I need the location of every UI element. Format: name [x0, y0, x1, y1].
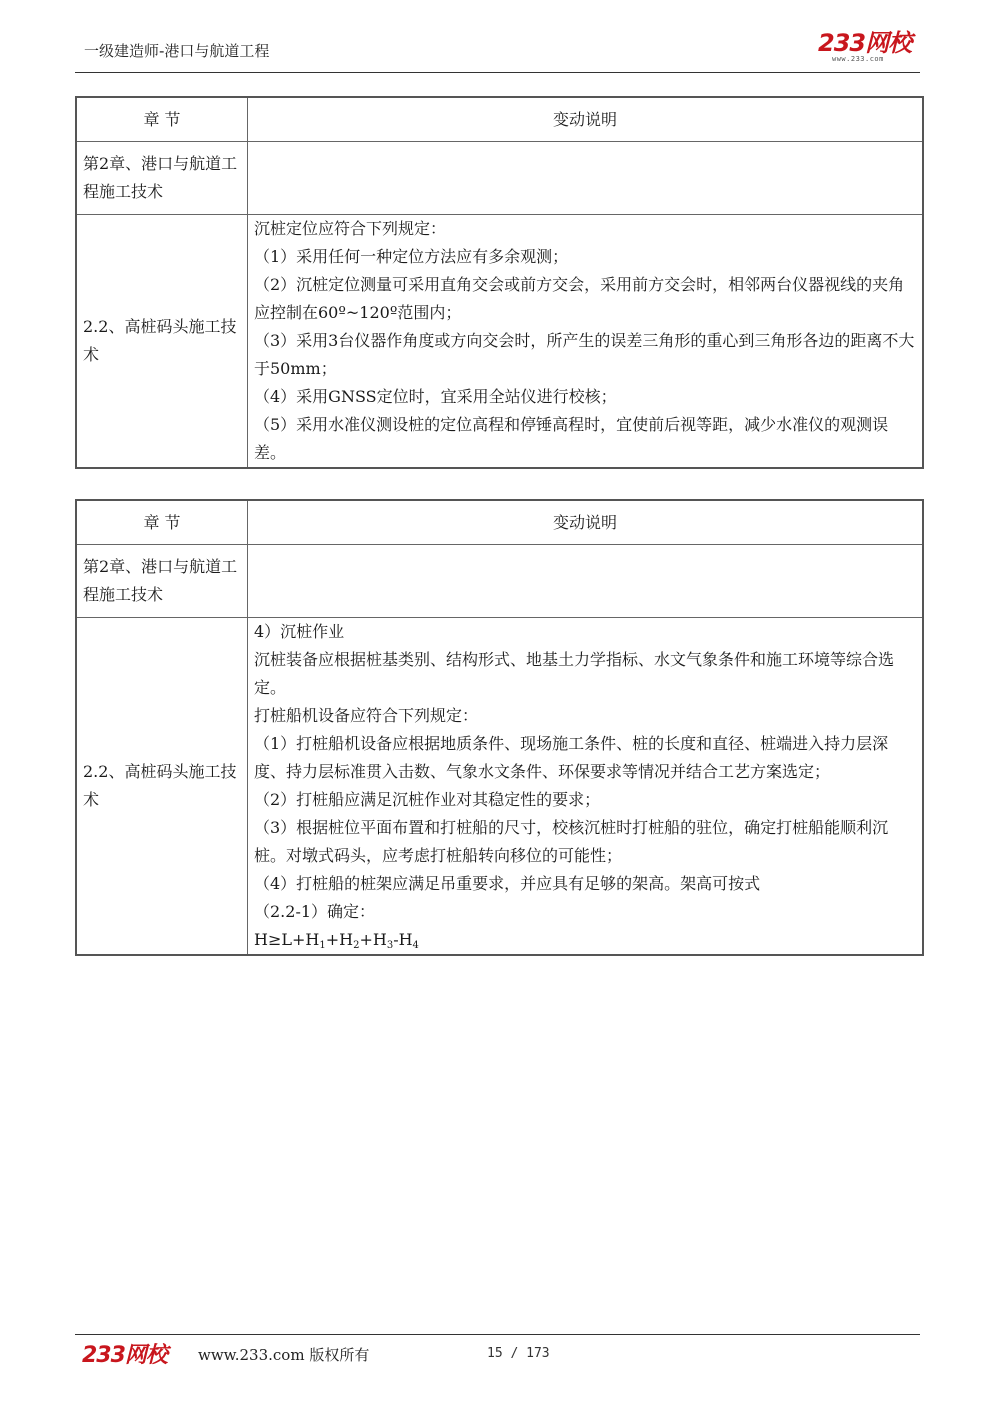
col-change-header: 变动说明 — [248, 97, 924, 142]
text-line: （2）沉桩定位测量可采用直角交会或前方交会，采用前方交会时，相邻两台仪器视线的夹角应控制在60º~120º范围内； — [254, 275, 905, 322]
text-line: （3）采用3台仪器作角度或方向交会时，所产生的误差三角形的重心到三角形各边的距离不大于50mm； — [254, 331, 915, 378]
logo-text: 233网校 — [818, 29, 912, 57]
change-table-1 — [75, 96, 924, 469]
formula-part: +H — [359, 930, 387, 949]
text-line: （2.2-1）确定： — [254, 902, 376, 921]
footer-copyright[interactable]: www.233.com 版权所有 — [198, 1346, 370, 1364]
formula-sub: 1 — [319, 940, 326, 951]
text-line: 打桩船机设备应符合下列规定： — [254, 706, 479, 725]
section-cell: 2.2、高桩码头施工技术 — [76, 618, 248, 956]
change-description — [248, 618, 924, 956]
formula-part: -H — [393, 930, 413, 949]
text-line: 沉桩定位应符合下列规定： — [254, 219, 447, 238]
text-line: 4）沉桩作业 — [254, 622, 345, 641]
text-line: （3）根据桩位平面布置和打桩船的尺寸，校核沉桩时打桩船的驻位，确定打桩船能顺利沉桩。对墩式码头，应考虑打桩船转向移位的可能性； — [254, 818, 889, 865]
col-chapter-header: 章 节 — [76, 500, 248, 545]
table-row — [76, 142, 923, 215]
chapter-cell: 第2章、港口与航道工程施工技术 — [76, 142, 248, 215]
table-row — [76, 545, 923, 618]
text-line: （5）采用水准仪测设桩的定位高程和停锤高程时，宜使前后视等距，减少水准仪的观测误差。 — [254, 415, 889, 462]
text-line: （4）采用GNSS定位时，宜采用全站仪进行校核； — [254, 387, 617, 406]
chapter-cell: 第2章、港口与航道工程施工技术 — [76, 545, 248, 618]
table-header-row — [76, 500, 923, 545]
footer-logo[interactable]: 233网校 — [82, 1343, 167, 1368]
table-row — [76, 215, 923, 469]
section-cell: 2.2、高桩码头施工技术 — [76, 215, 248, 469]
text-line: （4）打桩船的桩架应满足吊重要求，并应具有足够的架高。架高可按式 — [254, 874, 761, 893]
formula-sub: 2 — [353, 940, 360, 951]
header-rule — [75, 72, 920, 73]
change-table-2 — [75, 499, 924, 956]
table-header-row — [76, 97, 923, 142]
brand-logo[interactable] — [818, 30, 928, 66]
footer-rule — [75, 1334, 920, 1335]
text-line: （1）采用任何一种定位方法应有多余观测； — [254, 247, 569, 266]
page-number: 15 / 173 — [487, 1346, 550, 1361]
formula-sub: 4 — [412, 940, 419, 951]
formula — [254, 926, 916, 954]
text-line: 沉桩装备应根据桩基类别、结构形式、地基土力学指标、水文气象条件和施工环境等综合选定。 — [254, 650, 895, 697]
formula-part: +H — [325, 930, 354, 949]
col-change-header: 变动说明 — [248, 500, 924, 545]
col-chapter-header: 章 节 — [76, 97, 248, 142]
formula-part: H≥L+H — [254, 930, 320, 949]
formula-sub: 3 — [386, 940, 394, 951]
empty-cell — [248, 142, 924, 215]
header-title: 一级建造师-港口与航道工程 — [84, 42, 270, 60]
change-description — [248, 215, 924, 469]
empty-cell — [248, 545, 924, 618]
text-line: （2）打桩船应满足沉桩作业对其稳定性的要求； — [254, 790, 601, 809]
table-row — [76, 618, 923, 956]
text-line: （1）打桩船机设备应根据地质条件、现场施工条件、桩的长度和直径、桩端进入持力层深度、持力层标准贯入击数、气象水文条件、环保要求等情况并结合工艺方案选定； — [254, 734, 889, 781]
logo-url: www.233.com — [832, 55, 884, 63]
